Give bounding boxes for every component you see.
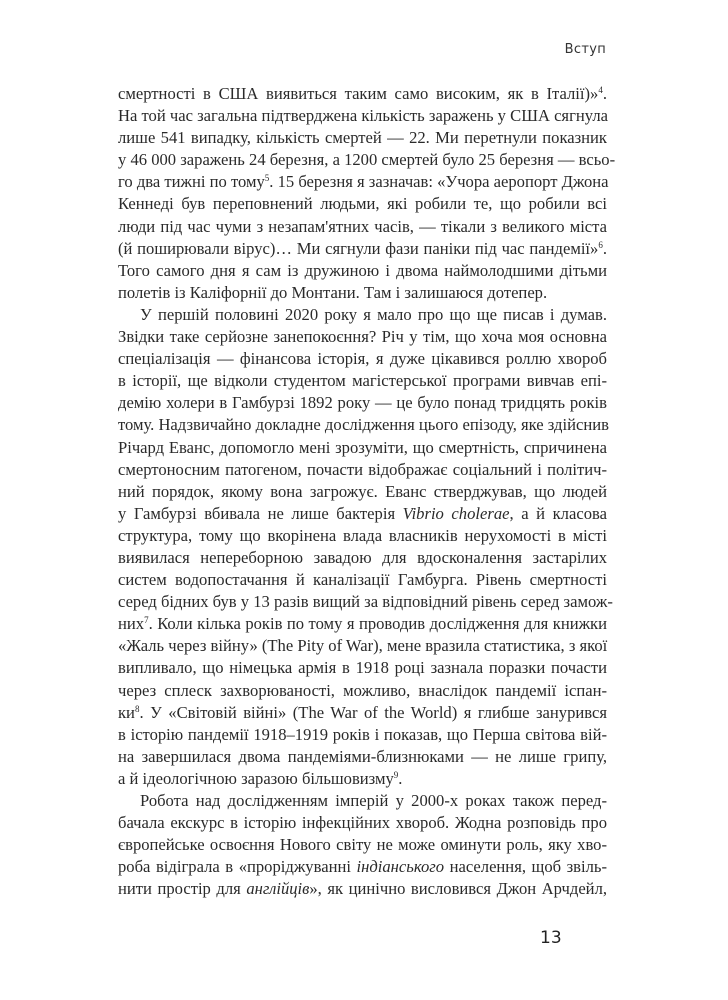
page-number: 13 <box>540 928 562 948</box>
text-segment: Того самого дня я сам із дружиною і двома наймолодшими дітьми <box>118 260 607 280</box>
text-line <box>118 171 607 193</box>
text-line <box>118 812 607 834</box>
text-line <box>118 569 607 591</box>
text-segment: роба відіграла в «проріджуванні <box>118 857 357 877</box>
text-segment: на завершилася двома пандеміями-близнюками — не лише грипу, <box>118 746 607 766</box>
text-line <box>118 83 607 105</box>
text-segment: демію холери в Гамбурзі 1892 року — це було понад тридцять років <box>118 393 607 413</box>
text-line <box>118 790 607 812</box>
footnote-ref: 7 <box>144 615 149 626</box>
text-line <box>118 746 607 768</box>
text-segment: . <box>602 84 607 103</box>
text-segment: «Жаль через війну» (The Pity of War), мене вразила статистика, з якої <box>118 636 608 656</box>
text-line <box>118 348 607 370</box>
text-segment: в історію пандемії 1918–1919 років і показав, що Перша світова вій- <box>118 724 607 744</box>
footnote-ref: 6 <box>598 239 603 250</box>
text-line <box>118 635 607 657</box>
text-line <box>118 878 607 900</box>
text-segment: спеціалізація — фінансова історія, я дуже цікавився роллю хвороб <box>118 349 607 369</box>
text-line <box>118 525 607 547</box>
footnote-ref: 4 <box>598 85 603 95</box>
text-segment: європейське освоєння Нового світу не може оминути роль, яку хво- <box>118 835 607 855</box>
text-segment: . <box>398 768 403 788</box>
text-segment: через сплеск захворюваності, можливо, внаслідок пандемії іспан- <box>118 680 607 700</box>
text-segment: Кеннеді був переповнений людьми, які робили те, що робили всі <box>118 194 607 214</box>
text-line <box>118 503 607 525</box>
text-segment: а й ідеологічною заразою більшовизму <box>118 768 394 788</box>
running-head-title: Вступ <box>564 42 606 57</box>
body-text <box>118 83 616 900</box>
text-line <box>118 105 607 127</box>
italic-text: індіанського <box>356 857 445 877</box>
text-segment: (й поширювали вірус)… Ми сягнули фази паніки під час пандемії» <box>118 238 599 258</box>
text-line <box>118 326 607 348</box>
text-segment: в історії, ще відколи студентом магістерської програми вивчав епі- <box>118 371 607 391</box>
text-segment: полетів із Каліфорнії до Монтани. Там і залишаюся дотепер. <box>118 282 548 302</box>
text-line <box>118 459 607 481</box>
text-line <box>118 282 607 304</box>
text-segment: Робота над дослідженням імперій у 2000-х роках також перед- <box>140 791 607 810</box>
text-segment: Річард Еванс, допомогло мені зрозуміти, що смертність, спричинена <box>118 437 607 457</box>
footnote-ref: 8 <box>134 703 140 714</box>
text-line <box>118 370 607 392</box>
text-segment: ки <box>118 702 135 722</box>
text-segment: нити простір для <box>118 879 247 899</box>
text-segment: бачала екскурс в історію інфекційних хвороб. Жодна розповідь про <box>118 813 607 833</box>
text-segment: систем водопостачання й каналізації Гамбурга. Рівень смертності <box>118 570 607 590</box>
text-line <box>118 834 607 856</box>
text-line <box>118 304 607 326</box>
footnote-ref: 5 <box>264 173 270 184</box>
text-line <box>118 216 607 238</box>
text-segment: у 46 000 заражень 24 березня, а 1200 смертей було 25 березня — всьо- <box>118 150 616 170</box>
text-line <box>118 414 607 436</box>
text-segment: смертності в США виявиться таким само високим, як в Італії)» <box>118 84 599 103</box>
text-segment: люди під час чуми з незапам'ятних часів, — тікали з великого міста <box>118 216 607 236</box>
text-segment: . 15 березня я зазначав: «Учора аеропорт Джона <box>269 172 609 192</box>
text-line <box>118 680 607 702</box>
text-segment: го два тижні по тому <box>118 172 265 192</box>
text-segment: , а й класова <box>509 503 607 523</box>
text-segment: смертоносним патогеном, почасти відображає соціальний і політич- <box>118 459 607 479</box>
text-segment: населення, щоб звіль- <box>444 857 608 877</box>
italic-text: англійців <box>246 879 310 899</box>
text-segment: », як цинічно висловився Джон Арчдейл, <box>309 879 607 899</box>
text-line <box>118 481 607 503</box>
text-line <box>118 724 607 746</box>
text-segment: серед бідних був у 13 разів вищий за відповідний рівень серед замож- <box>118 592 613 612</box>
text-segment: них <box>118 614 145 634</box>
footnote-ref: 9 <box>393 769 399 780</box>
text-segment: На той час загальна підтверджена кількість заражень у США сягнула <box>118 106 608 126</box>
text-line <box>118 238 607 260</box>
text-segment: структура, тому що вкорінена влада власників нерухомості в місті <box>118 525 607 545</box>
text-line <box>118 392 607 414</box>
text-line <box>118 127 607 149</box>
text-line <box>118 768 607 790</box>
text-line <box>118 547 607 569</box>
text-segment: ний порядок, якому вона загрожує. Еванс стверджував, що людей <box>118 481 607 501</box>
text-segment: тому. Надзвичайно докладне дослідження цього епізоду, яке здійснив <box>118 415 609 435</box>
text-line <box>118 260 607 282</box>
text-segment: У першій половині 2020 року я мало про що ще писав і думав. <box>140 304 607 324</box>
text-line <box>118 193 607 215</box>
text-segment: лише 541 випадку, кількість смертей — 22. Ми перетнули показник <box>118 128 607 148</box>
text-segment: випливало, що німецька армія в 1918 році зазнала поразки почасти <box>118 658 607 678</box>
text-line <box>118 702 607 724</box>
italic-text: Vibrio cholerae <box>402 503 510 523</box>
text-line <box>118 856 607 878</box>
text-line <box>118 149 616 171</box>
text-segment: виявилася непереборною завадою для вдосконалення застарілих <box>118 547 607 567</box>
text-segment: . Коли кілька років по тому я проводив дослідження для книжки <box>148 614 607 634</box>
text-segment: . У «Світовій війні» (The War of the World) я глибше занурився <box>139 702 607 722</box>
text-line <box>118 657 607 679</box>
text-line <box>118 591 613 613</box>
text-line <box>118 437 607 459</box>
text-line <box>118 613 607 635</box>
text-segment: Звідки таке серйозне занепокоєння? Річ у тім, що хоча моя основна <box>118 327 607 347</box>
text-segment: у Гамбурзі вбивала не лише бактерія <box>118 503 403 523</box>
text-segment: . <box>602 238 607 258</box>
